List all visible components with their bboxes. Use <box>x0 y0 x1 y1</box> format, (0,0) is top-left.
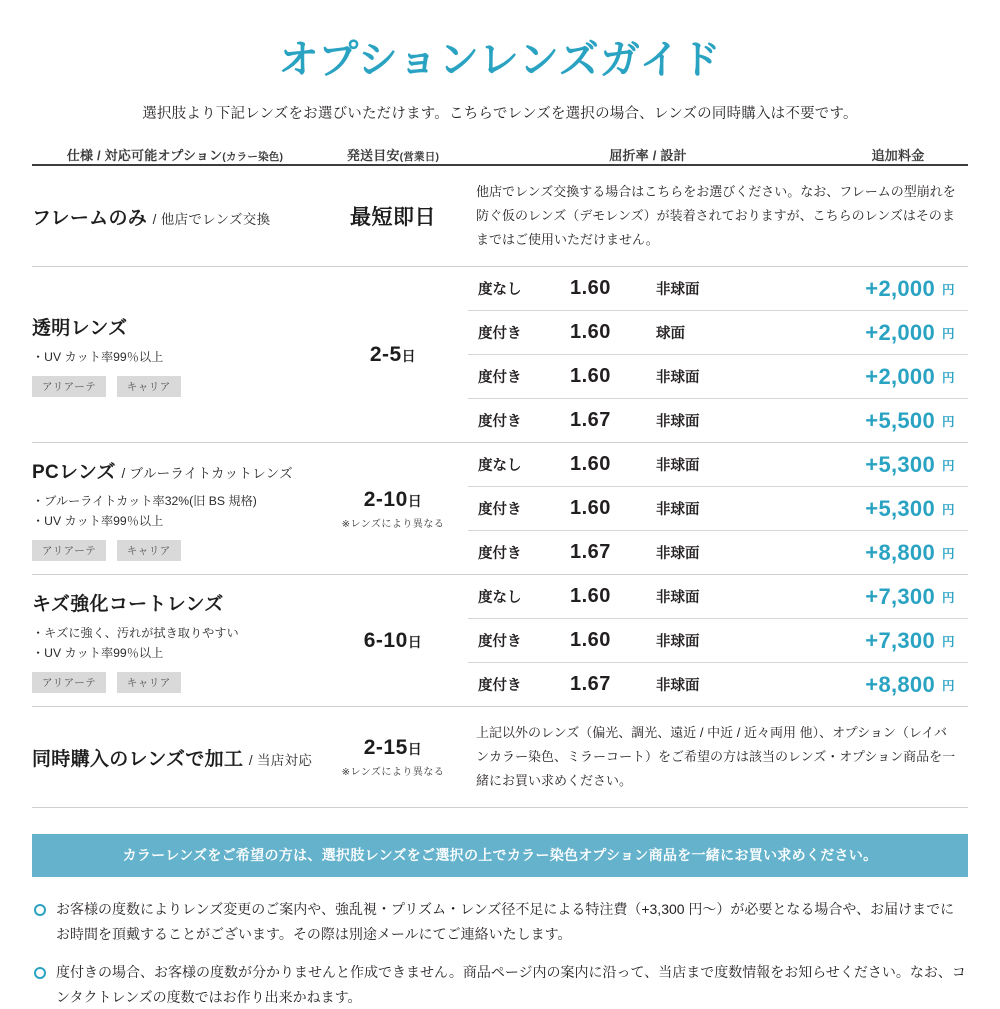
feature-item: ・ブルーライトカット率32%(旧 BS 規格) <box>32 493 257 508</box>
option-index: 1.67 <box>570 399 656 443</box>
ship-value: 2-5 <box>369 342 402 366</box>
lens-features <box>32 347 318 367</box>
row-spec-processing <box>32 707 318 808</box>
ship-value: 最短即日 <box>350 206 436 230</box>
lens-name <box>32 589 318 616</box>
option-price: +7,300 <box>756 619 939 663</box>
column-header-ship <box>318 145 468 165</box>
lens-name-sub: / 当店対応 <box>248 752 313 768</box>
lens-features <box>32 491 318 531</box>
footnote-text: 度付きの場合、お客様の度数が分かりませんと作成できません。商品ページ内の案内に沿って、当店まで度数情報をお知らせください。なお、コンタクトレンズの度数ではお作り出来かねます。 <box>56 964 966 1005</box>
option-design: 非球面 <box>656 458 700 475</box>
tag-ariate: アリアーテ <box>32 540 106 561</box>
option-power: 度付き <box>468 399 570 443</box>
option-currency: 円 <box>939 311 968 355</box>
option-price: +2,000 <box>756 355 939 399</box>
lens-name <box>32 203 318 230</box>
row-spec-pc-lens <box>32 443 318 575</box>
column-header-index: 屈折率 / 設計 <box>609 148 687 163</box>
description-text: 上記以外のレンズ（偏光、調光、遠近 / 中近 / 近々両用 他）、オプション（レイバンカラー染色、ミラーコート）をご希望の方は該当のレンズ・オプション商品を一緒にお買い求めください。 <box>476 725 956 789</box>
option-price: +2,000 <box>865 275 935 301</box>
option-index: 1.60 <box>570 585 611 608</box>
option-price: +8,800 <box>756 531 939 575</box>
tag-carrier: キャリア <box>117 376 181 397</box>
ship-unit: 日 <box>407 492 423 509</box>
row-spec-frame-only <box>32 165 318 267</box>
row-ship-frame-only <box>318 165 468 267</box>
lens-name <box>32 457 318 484</box>
feature-item: ・UV カット率99％以上 <box>32 349 164 364</box>
option-row[interactable] <box>468 575 968 619</box>
lens-options-table <box>32 145 968 808</box>
row-ship-scratch-lens <box>318 575 468 707</box>
option-power: 度付き <box>468 355 570 399</box>
option-design: 球面 <box>656 311 756 355</box>
option-row[interactable] <box>468 531 968 575</box>
option-power: 度なし <box>478 458 522 475</box>
ship-note: ※レンズにより異なる <box>341 518 445 530</box>
lens-name-main: PCレンズ <box>32 461 116 483</box>
table-row <box>32 575 968 707</box>
row-options-clear-lens <box>468 267 968 443</box>
column-header-spec-label: 仕様 / 対応可能オプション <box>66 148 223 163</box>
lens-tags <box>32 672 318 693</box>
row-spec-scratch-lens <box>32 575 318 707</box>
row-paragraph-frame-only <box>468 165 968 267</box>
option-index: 1.60 <box>570 277 611 300</box>
option-index: 1.67 <box>570 663 656 707</box>
row-spec-clear-lens <box>32 267 318 443</box>
bullet-circle-icon <box>34 904 46 916</box>
page-title: オプションレンズガイド <box>278 38 722 82</box>
option-power: 度付き <box>468 531 570 575</box>
page-subtitle: 選択肢より下記レンズをお選びいただけます。こちらでレンズを選択の場合、レンズの同時購入は不要です。 <box>142 106 858 122</box>
table-row <box>32 443 968 575</box>
feature-item: ・キズに強く、汚れが拭き取りやすい <box>32 625 239 640</box>
option-currency: 円 <box>942 590 955 605</box>
table-row <box>32 707 968 808</box>
option-power: 度なし <box>478 282 522 299</box>
option-price: +8,800 <box>756 663 939 707</box>
column-header-ship-label: 発送目安 <box>346 148 400 163</box>
table-row <box>32 165 968 267</box>
option-index: 1.67 <box>570 531 656 575</box>
option-index: 1.60 <box>570 453 611 476</box>
column-header-spec-small: (カラー染色) <box>222 151 284 163</box>
option-index: 1.60 <box>570 487 656 531</box>
table-header-row <box>32 145 968 165</box>
table-bottom-border <box>32 808 968 809</box>
option-subtable <box>468 575 968 706</box>
option-subtable <box>468 443 968 574</box>
lens-features <box>32 623 318 663</box>
option-row[interactable] <box>468 355 968 399</box>
lens-name-main: キズ強化コートレンズ <box>32 593 224 615</box>
option-currency: 円 <box>939 355 968 399</box>
option-design: 非球面 <box>656 487 756 531</box>
option-index: 1.60 <box>570 311 656 355</box>
option-price: +5,300 <box>756 487 939 531</box>
option-currency: 円 <box>939 619 968 663</box>
footnotes <box>32 897 968 1009</box>
option-design: 非球面 <box>656 355 756 399</box>
option-currency: 円 <box>942 282 955 297</box>
ship-estimate <box>318 201 468 231</box>
lens-name <box>32 313 318 340</box>
option-row[interactable] <box>468 663 968 707</box>
ship-estimate <box>318 629 468 653</box>
option-design: 非球面 <box>656 619 756 663</box>
option-design: 非球面 <box>656 282 700 299</box>
option-power: 度付き <box>468 663 570 707</box>
ship-unit: 日 <box>407 633 423 650</box>
table-row <box>32 267 968 443</box>
ship-estimate <box>318 488 468 530</box>
option-row[interactable] <box>468 311 968 355</box>
option-row[interactable] <box>468 399 968 443</box>
option-power: 度付き <box>468 487 570 531</box>
lens-name-main: フレームのみ <box>32 207 148 229</box>
row-ship-clear-lens <box>318 267 468 443</box>
option-index: 1.60 <box>570 355 656 399</box>
feature-item: ・UV カット率99％以上 <box>32 645 164 660</box>
footnote-text: お客様の度数によりレンズ変更のご案内や、強乱視・プリズム・レンズ径不足による特注費（+3,300 円〜）が必要となる場合や、お届けまでにお時間を頂戴することがございます。その際は別途メールにてご連絡いたします。 <box>56 901 955 942</box>
ship-value: 6-10 <box>363 628 408 652</box>
ship-value: 2-10 <box>363 487 408 511</box>
tag-carrier: キャリア <box>117 540 181 561</box>
option-design: 非球面 <box>656 590 700 607</box>
option-power: 度付き <box>468 619 570 663</box>
tag-carrier: キャリア <box>117 672 181 693</box>
row-options-scratch-lens <box>468 575 968 707</box>
option-row[interactable] <box>468 443 968 487</box>
ship-note: ※レンズにより異なる <box>341 767 445 779</box>
row-paragraph-processing <box>468 707 968 808</box>
option-row[interactable] <box>468 487 968 531</box>
footnote-item <box>32 897 968 946</box>
option-currency: 円 <box>939 663 968 707</box>
bullet-circle-icon <box>34 967 46 979</box>
column-header-ship-small: (営業日) <box>399 151 440 163</box>
option-design: 非球面 <box>656 399 756 443</box>
option-currency: 円 <box>939 531 968 575</box>
row-ship-processing <box>318 707 468 808</box>
tag-ariate: アリアーテ <box>32 672 106 693</box>
option-price: +2,000 <box>756 311 939 355</box>
option-design: 非球面 <box>656 663 756 707</box>
ship-value: 2-15 <box>363 736 408 760</box>
option-currency: 円 <box>942 458 955 473</box>
option-power: 度なし <box>478 590 522 607</box>
description-text: 他店でレンズ交換する場合はこちらをお選びください。なお、フレームの型崩れを防ぐ仮のレンズ（デモレンズ）が装着されておりますが、こちらのレンズはそのままではご使用いただけません。 <box>476 184 956 248</box>
footnote-item <box>32 960 968 1009</box>
option-design: 非球面 <box>656 531 756 575</box>
option-price: +7,300 <box>865 583 935 609</box>
column-header-spec <box>32 145 318 165</box>
option-currency: 円 <box>939 487 968 531</box>
option-power: 度付き <box>468 311 570 355</box>
lens-tags <box>32 376 318 397</box>
option-row[interactable] <box>468 619 968 663</box>
ship-unit: 日 <box>401 347 417 364</box>
lens-name-main: 同時購入のレンズで加工 <box>32 748 244 770</box>
option-subtable <box>468 267 968 442</box>
lens-name-sub: / ブルーライトカットレンズ <box>121 465 293 481</box>
tag-ariate: アリアーテ <box>32 376 106 397</box>
ship-unit: 日 <box>407 741 423 758</box>
row-ship-pc-lens <box>318 443 468 575</box>
option-currency: 円 <box>939 399 968 443</box>
lens-tags <box>32 540 318 561</box>
option-index: 1.60 <box>570 619 656 663</box>
lens-name <box>32 744 318 771</box>
feature-item: ・UV カット率99％以上 <box>32 513 164 528</box>
ship-estimate <box>318 736 468 778</box>
color-lens-notice-bar: カラーレンズをご希望の方は、選択肢レンズをご選択の上でカラー染色オプション商品を一緒にお買い求めください。 <box>32 834 968 877</box>
ship-estimate <box>318 343 468 367</box>
lens-name-main: 透明レンズ <box>32 317 128 339</box>
row-options-pc-lens <box>468 443 968 575</box>
column-header-price: 追加料金 <box>871 148 925 163</box>
option-price: +5,300 <box>865 451 935 477</box>
lens-name-sub: / 他店でレンズ交換 <box>152 211 271 227</box>
option-row[interactable] <box>468 267 968 311</box>
option-price: +5,500 <box>756 399 939 443</box>
